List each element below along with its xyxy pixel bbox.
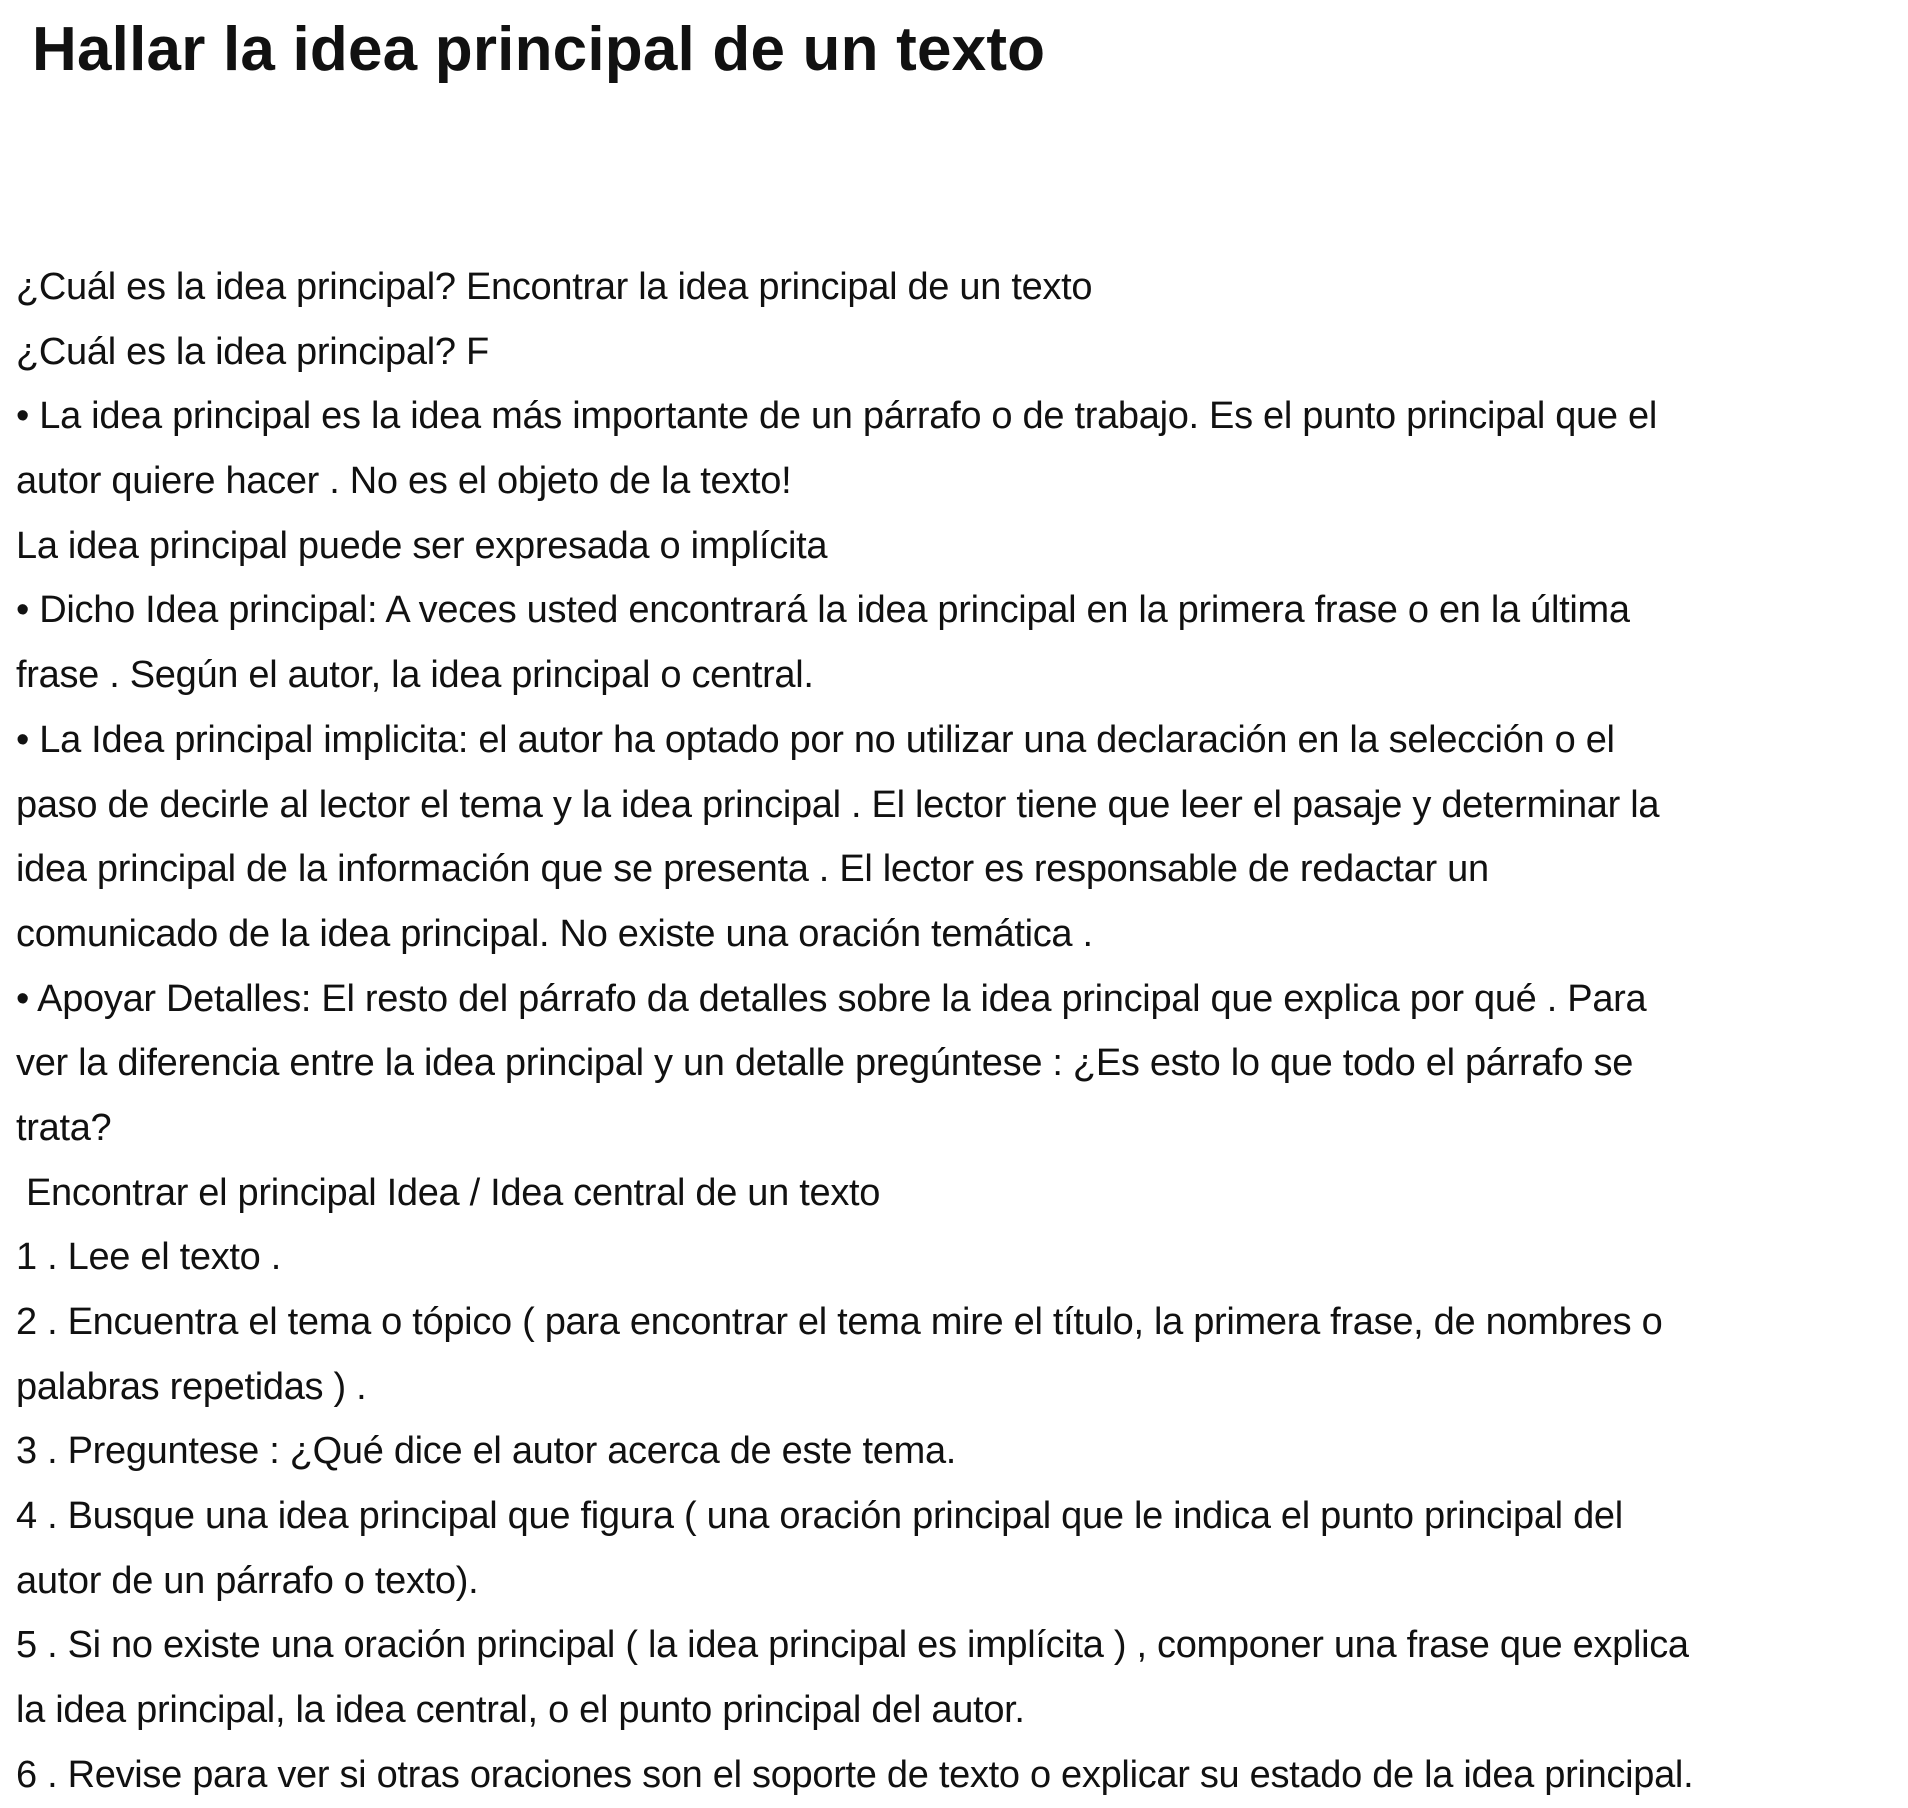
text-line: frase . Según el autor, la idea principal o central.	[16, 654, 814, 697]
text-line: ver la diferencia entre la idea principal y un detalle pregúntese : ¿Es esto lo que todo el párrafo se	[16, 1042, 1634, 1085]
text-line: autor quiere hacer . No es el objeto de la texto!	[16, 460, 792, 503]
bullet-line: • Apoyar Detalles: El resto del párrafo da detalles sobre la idea principal que explica por qué . Para	[16, 977, 1647, 1020]
list-item: 1 . Lee el texto .	[16, 1236, 281, 1279]
text-line: autor de un párrafo o texto).	[16, 1559, 479, 1602]
text-line: La idea principal puede ser expresada o implícita	[16, 524, 828, 567]
text-line: idea principal de la información que se presenta . El lector es responsable de redactar un	[16, 848, 1489, 891]
list-item: 6 . Revise para ver si otras oraciones son el soporte de texto o explicar su estado de la idea principal.	[16, 1753, 1694, 1796]
text-line: palabras repetidas ) .	[16, 1365, 367, 1408]
text-line: ¿Cuál es la idea principal? Encontrar la idea principal de un texto	[16, 266, 1093, 308]
text-line: ¿Cuál es la idea principal? F	[16, 330, 489, 373]
text-line: la idea principal, la idea central, o el punto principal del autor.	[16, 1689, 1025, 1732]
text-line: paso de decirle al lector el tema y la idea principal . El lector tiene que leer el pasaje y determinar la	[16, 783, 1660, 826]
list-item: 2 . Encuentra el tema o tópico ( para encontrar el tema mire el título, la primera frase, de nombres o	[16, 1301, 1663, 1343]
list-item: 4 . Busque una idea principal que figura ( una oración principal que le indica el punto principal del	[16, 1495, 1623, 1538]
bullet-line: • La idea principal es la idea más importante de un párrafo o de trabajo. Es el punto principal que el	[16, 395, 1657, 438]
text-line: trata?	[16, 1106, 112, 1149]
section-heading: Encontrar el principal Idea / Idea central de un texto	[26, 1171, 881, 1214]
text-line: comunicado de la idea principal. No existe una oración temática .	[16, 912, 1093, 955]
list-item: 3 . Preguntese : ¿Qué dice el autor acerca de este tema.	[16, 1430, 957, 1473]
bullet-line: • Dicho Idea principal: A veces usted encontrará la idea principal en la primera frase o en la última	[16, 589, 1630, 632]
list-item: 5 . Si no existe una oración principal ( la idea principal es implícita ) , componer una frase que explica	[16, 1624, 1689, 1667]
document-title: Hallar la idea principal de un texto	[32, 15, 1046, 84]
document-body	[16, 255, 1896, 1808]
bullet-line: • La Idea principal implicita: el autor ha optado por no utilizar una declaración en la selección o el	[16, 718, 1615, 761]
